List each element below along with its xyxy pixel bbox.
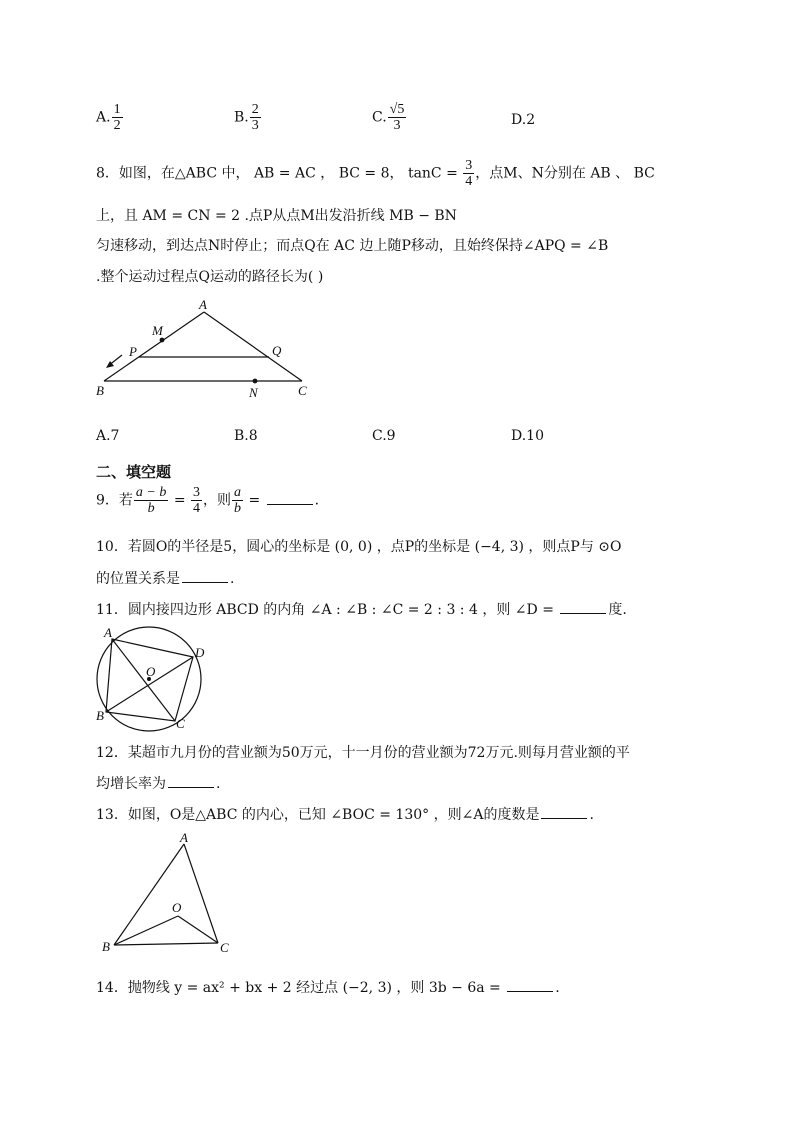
q13-answer-blank — [541, 806, 587, 819]
fig11-label-a: A — [104, 625, 112, 640]
fig13-label-c: C — [220, 940, 229, 955]
q11-text: 11．圆内接四边形 ABCD 的内角 ∠A : ∠B : ∠C = 2 : 3 : 4 ，则 ∠D = 度. — [96, 602, 627, 618]
q14-answer-blank — [507, 979, 553, 992]
section-title-fill-in: 二、填空题 — [96, 463, 172, 481]
q14-text: 14．抛物线 y = ax² + bx + 2 经过点 (−2, 3) ，则 3b − 6a = . — [96, 980, 560, 996]
q8-line1: 8．如图，在△ABC 中， AB = AC ， BC = 8， tanC = $\frac{3}{4}$ ，点M、N分别在 AB 、 BC — [96, 158, 655, 189]
fig8-label-a: A — [199, 297, 207, 312]
q7-option-b: B. $\frac{2}{3}$ — [234, 102, 259, 133]
fig11-label-d: D — [195, 645, 205, 660]
fig13-label-o: O — [172, 900, 182, 915]
q8-option-a: A.7 — [96, 428, 120, 444]
fig8-label-c: C — [298, 383, 307, 398]
q7-option-c: C. $\frac{√5}{3}$ — [372, 102, 405, 133]
fig8-label-b: B — [96, 383, 104, 398]
q9-answer-blank — [267, 492, 313, 505]
q8-line2: 上，且 AM = CN = 2 .点P从点M出发沿折线 MB − BN — [96, 208, 457, 224]
fig8-label-p: P — [129, 344, 137, 359]
q8-option-c: C.9 — [372, 428, 396, 444]
q10-line1: 10．若圆O的半径是5，圆心的坐标是 (0, 0) ，点P的坐标是 (−4, 3) ，则点P与 ⊙O — [96, 539, 622, 555]
q7-option-a: A. $\frac{1}{2}$ — [96, 102, 121, 133]
q8-option-d: D.10 — [511, 428, 544, 444]
fig11-label-o: O — [146, 664, 156, 679]
fig13-label-a: A — [180, 830, 188, 845]
q8-line4: .整个运动过程点Q运动的路径长为( ) — [96, 269, 324, 285]
fig8-label-m: M — [152, 323, 163, 338]
fig11-label-c: C — [176, 716, 185, 731]
q12-answer-blank — [168, 775, 214, 788]
q7-option-d: D.2 — [511, 112, 536, 128]
q8-option-b: B.8 — [234, 428, 258, 444]
q8-triangle-figure — [90, 295, 330, 405]
fig8-label-n: N — [249, 385, 258, 400]
q13-text: 13．如图，O是△ABC 的内心，已知 ∠BOC = 130° ，则∠A的度数是 . — [96, 807, 594, 823]
fig8-label-q: Q — [272, 343, 282, 358]
q13-triangle-figure — [96, 830, 246, 960]
q12-line2: 均增长率为 . — [96, 776, 221, 792]
q10-line2: 的位置关系是 . — [96, 571, 235, 587]
q10-answer-blank — [182, 570, 228, 583]
q8-line3: 匀速移动，到达点N时停止；而点Q在 AC 边上随P移动，且始终保持∠APQ = ∠B — [96, 238, 609, 254]
fig13-label-b: B — [102, 939, 110, 954]
q11-circle-figure — [90, 624, 240, 736]
q12-line1: 12．某超市九月份的营业额为50万元，十一月份的营业额为72万元.则每月营业额的平 — [96, 745, 630, 761]
fig11-label-b: B — [96, 708, 104, 723]
q11-answer-blank — [560, 601, 606, 614]
q9-text: 9．若 $\frac{a - b}{b}$ = $\frac{3}{4}$ ，则 $\frac{a}{b}$ = . — [96, 485, 320, 516]
